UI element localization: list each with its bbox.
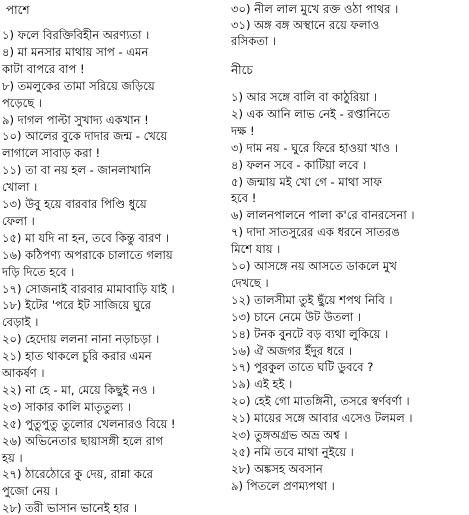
clue-line: রসিকতা । <box>231 34 276 48</box>
clue-line: ২৫) নমি তবে মাথা নুইয়ে । <box>231 444 354 459</box>
clue-line: পুজো নেয় । <box>2 484 58 499</box>
clue-line: বেড়াই । <box>2 315 39 330</box>
clue-line: ২৫) পুতুপুতু তুলোর খেলনারও বিয়ে ! <box>2 416 176 431</box>
clue-line: ১৭) পুরকুল তাতে ঘটি ডুববে ? <box>231 360 374 375</box>
clue-line: ১০) আলের বুকে দাদার জন্ম - খেয়ে <box>2 129 168 144</box>
clue-line: ১৫) মা যদি না হন, তবে কিন্তু বারণ । <box>2 230 170 245</box>
clue-line: ৩) দাম নয় - ঘুরে ফিরে হাওয়া খাও । <box>231 140 398 155</box>
clue-line: ১) ফলে বিরক্তিবিহীন অরণ্যতা । <box>2 28 150 42</box>
clue-line: ৭) দাদা সাতসুরের এক ধরনে সাতরঙ <box>231 225 400 240</box>
clue-line: ৬) লালনপালনে পালা ক'রে বানরসেনা । <box>231 208 415 223</box>
clue-line: ১৩) চানে নেমে উট উতলা । <box>231 309 362 324</box>
clue-line: ৫) জন্মায় মই খো গে - মাথা সাফ <box>231 174 382 189</box>
clue-line: ২১) মায়ের সঙ্গে আবার এসেও টলমল । <box>231 411 413 426</box>
clue-line: ২৬) অভিনেতার ছায়াসঙ্গী হলে রাগ <box>2 433 164 448</box>
clue-line: ১২) তালসীমা তুই ছুঁয়ে শপথ নিবি । <box>231 292 393 307</box>
clue-line: দক্ষ ! <box>231 123 255 138</box>
clue-line: ১) আর সঙ্গে বালি বা কাঠুরিয়া । <box>231 90 378 104</box>
clue-line: ১৩) উবু হয়ে বারবার পিণ্ডি ধুয়ে <box>2 197 147 211</box>
clue-line: ১৯) এই হই । <box>231 377 293 392</box>
clue-line: কাটা বাপরে বাপ ! <box>2 61 85 76</box>
section-heading: পাশে <box>6 3 30 17</box>
clue-line: ১৭) সোজনাই বারবার মামাবাড়ি যাই । <box>2 281 175 296</box>
clue-line: ৪) মা মনসার মাথায় সাপ - এমন <box>2 44 149 59</box>
clue-line: ৪) ফলন সবে - কাটিয়া লবে । <box>231 157 367 172</box>
clue-line: দড়ি দিতে হবে । <box>2 264 75 279</box>
clue-line: আকর্ষণ । <box>2 366 45 380</box>
clue-line: ৯) দাগল পাল্টা সুখাদ্য একখান ! <box>2 112 149 127</box>
clue-line: ১৬) ঐ অজগর ইঁদুর ধরে । <box>231 343 352 358</box>
clue-line: মিশে যায় । <box>231 242 281 257</box>
clue-line: ১১) তা বা নয় হল - জানলাখানি <box>2 163 151 178</box>
clue-line: ১০) আসঙ্গে নয় আসতে ডাকলে মুখ <box>231 259 397 273</box>
clue-line: পড়েছে । <box>2 95 42 110</box>
clue-line: ফেলা । <box>2 213 35 228</box>
clue-line: ৯) পিতলে প্রণম্যপথা । <box>231 478 335 493</box>
clue-line: খোলা । <box>2 180 38 195</box>
clue-line: ২১) হাত থাকলে চুরি করার এমন <box>2 349 152 364</box>
clue-line: ১৮) ইটের 'পরে ইট সাজিয়ে ঘুরে <box>2 298 152 313</box>
clue-line: ২৩) সাকার কালি মাতৃতুল্য । <box>2 399 131 414</box>
clue-line: ৩১) অঙ্গ বঙ্গ অস্থানে রয়ে ফলাও <box>231 18 380 32</box>
clue-line: ২০) হেদোয় ললনা নানা নড়াচড়া । <box>2 332 160 347</box>
clue-line: ২৮) তরী ভাসান ভানেই হার । <box>2 501 137 515</box>
clue-line: ২২) না হে - মা, মেয়ে কিছুই নও । <box>2 382 156 397</box>
clue-line: হবে ! <box>231 191 257 206</box>
clue-line: হয় । <box>2 450 23 465</box>
section-heading: নীচে <box>231 63 253 77</box>
clue-line: ২৭) ঠারেঠোরে কু দেয়, রান্না করে <box>2 467 153 482</box>
clue-line: ১৬) কঠিপণ্য অপরাকে চালাতে গলায় <box>2 247 173 262</box>
clue-line: ২) এক আনি লাভ নেই - রপ্তানিতে <box>231 106 390 121</box>
clue-line: ২৮) অঙ্কসহ অবসান <box>231 461 323 476</box>
clue-line: লাগালে সাবাড় করা ! <box>2 146 101 161</box>
clue-line: ১৪) টনক বুনটে বড় ব্যথা লুকিয়ে । <box>231 326 389 341</box>
clue-line: ৩০) নীল লাল মুখে রক্ত ওঠা পাথর । <box>231 2 399 16</box>
clue-line: ৮) তমলুকের তামা সরিয়ে জড়িয়ে <box>2 78 155 93</box>
clue-line: ২০) হেই গো মাতঙ্গিনী, তসরে স্বর্ণবর্ণা । <box>231 394 410 409</box>
clue-line: দেখছে । <box>231 275 269 290</box>
clue-line: ২৩) তুঙ্গঅগ্রভ অভ্র অশ্ব । <box>231 428 348 442</box>
